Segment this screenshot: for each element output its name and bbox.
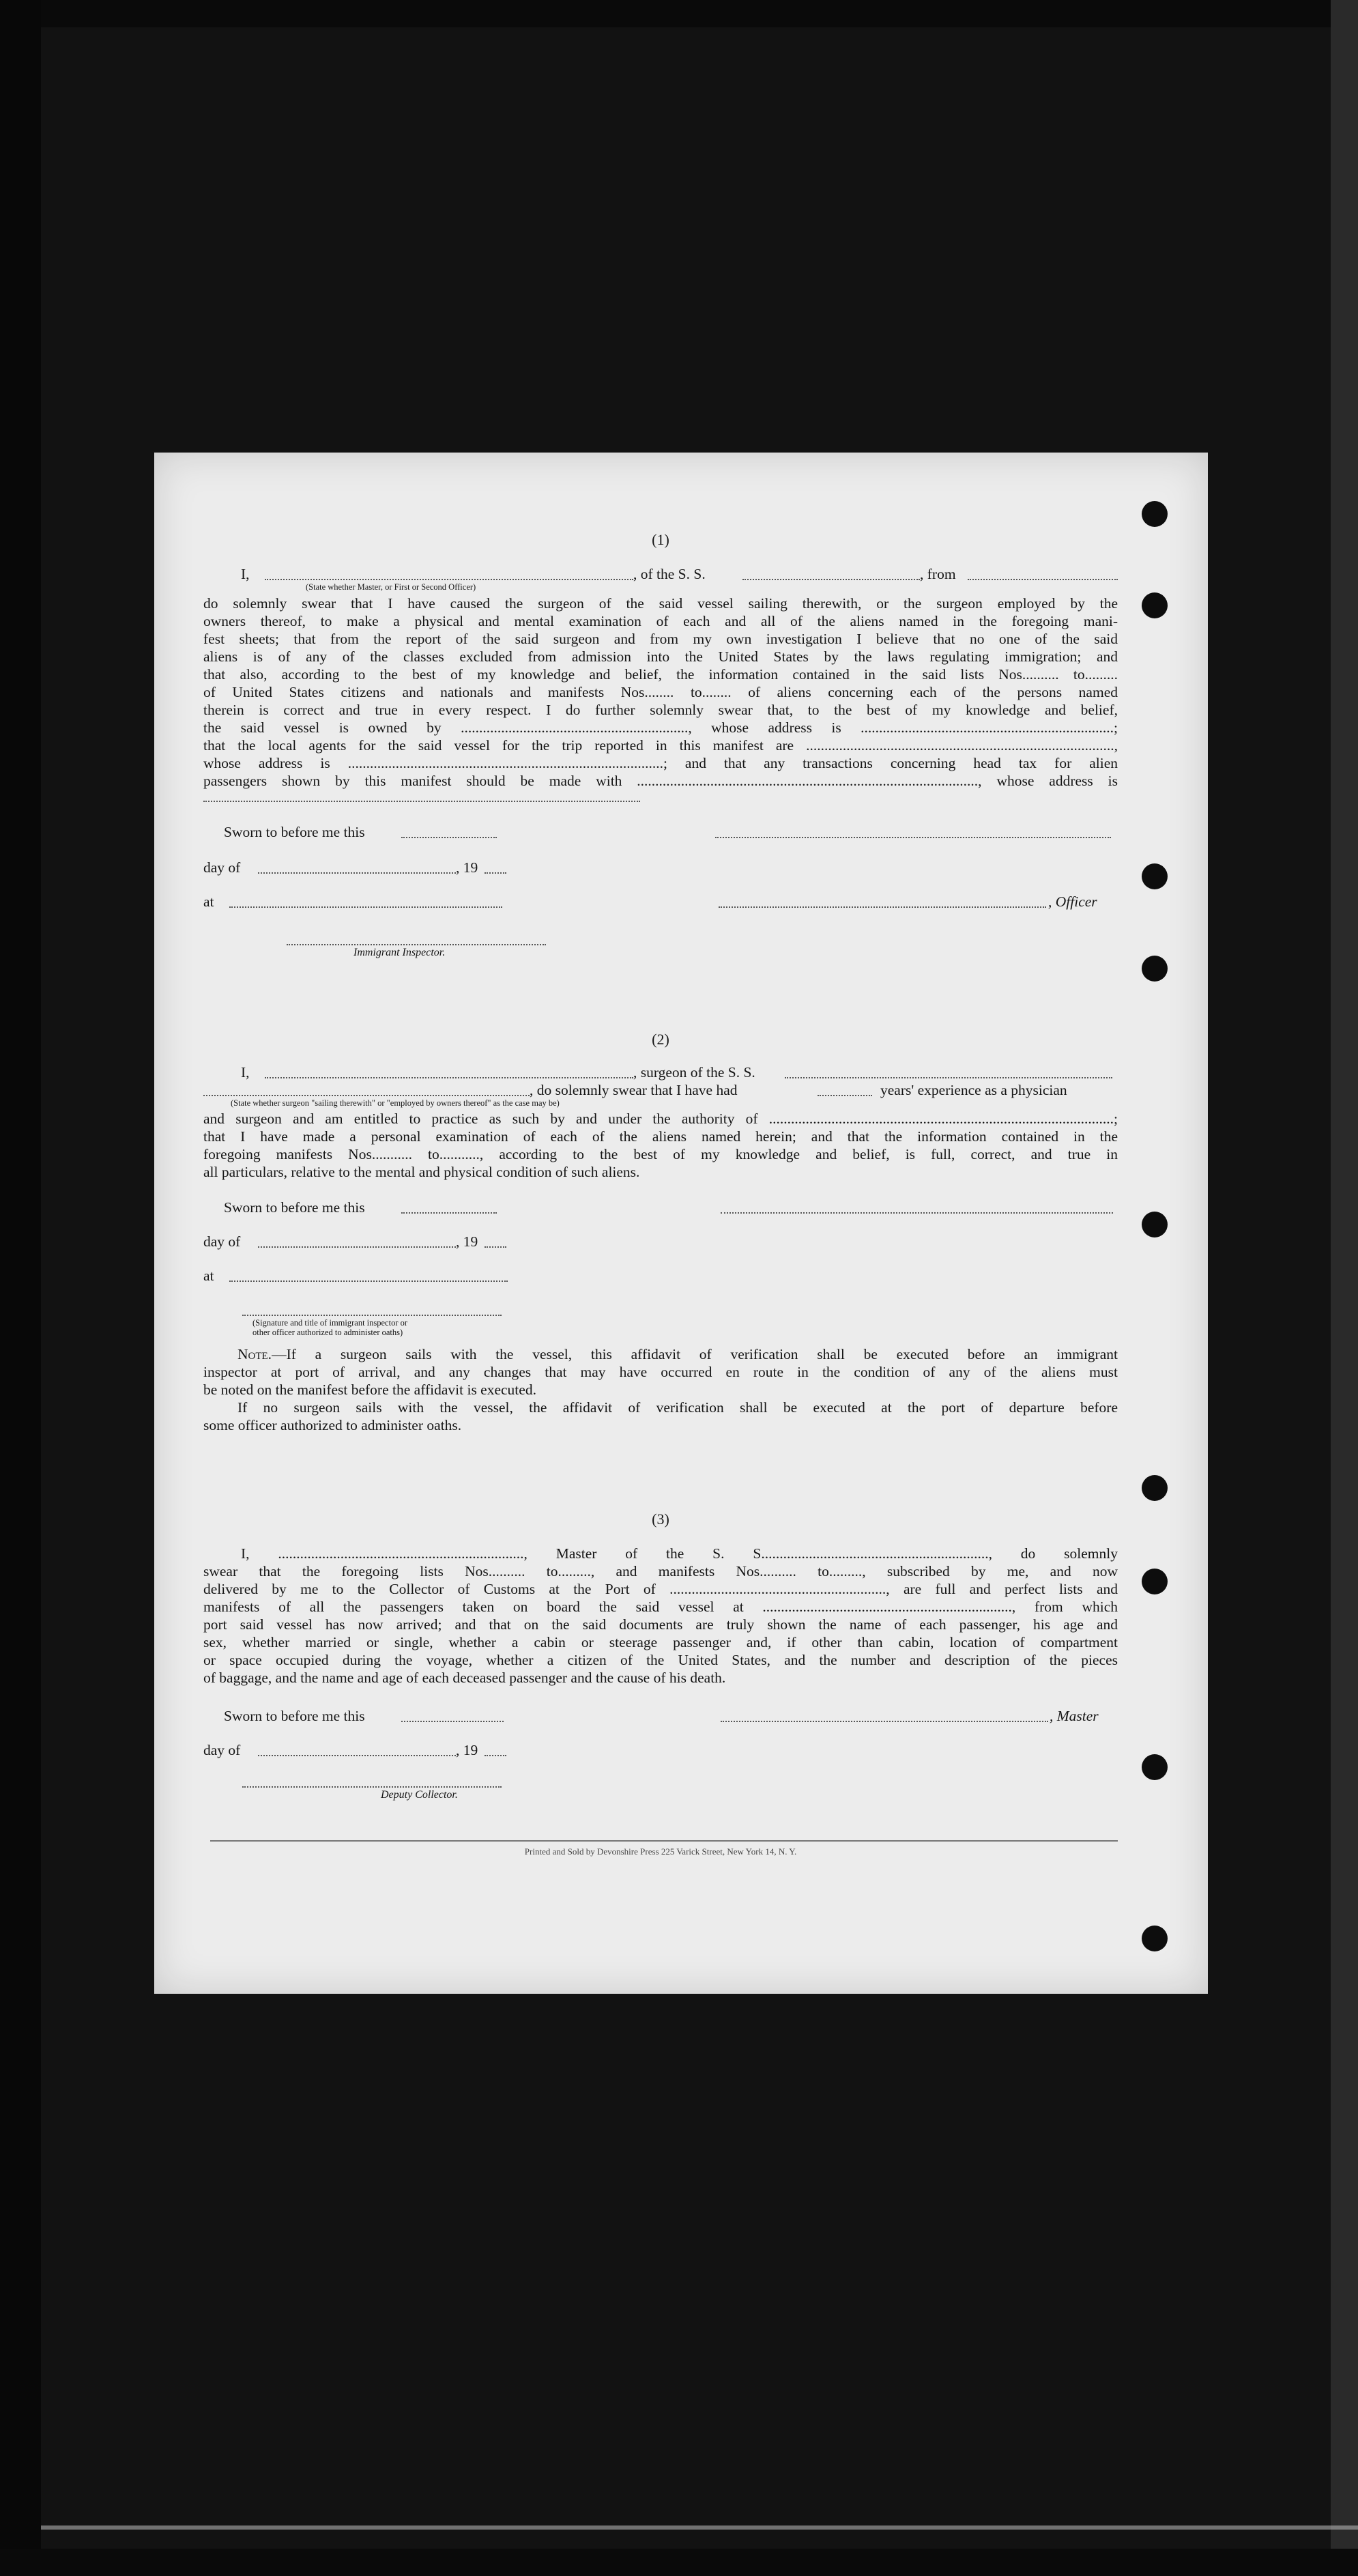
sworn-date-blank [401,1710,504,1722]
section-1-para-line: do solemnly swear that I have caused the surgeon of the said vessel sailing therewith, or the surgeon employed by the [203,595,1118,612]
years-experience-blank [818,1084,872,1096]
section-3-para-line: or space occupied during the voyage, whether a citizen of the United States, and the number and description of the pieces [203,1652,1118,1668]
sworn-date-blank [401,1201,497,1214]
section-1-para-line: that also, according to the best of my knowledge and belief, the information contained in the said lists Nos.......... to......... [203,666,1118,683]
note-text: —If a surgeon sails with the vessel, this affidavit of verification shall be executed before an immigrant [272,1346,1118,1362]
binder-hole [1142,863,1168,889]
place-blank [229,896,502,908]
officer-title-blank [719,896,1046,908]
section-1-para-line: that the local agents for the said vessel for the trip reported in this manifest are ...................................................................................., [203,737,1118,754]
binder-hole [1142,1926,1168,1951]
surgeon-signature-blank [721,1201,1113,1214]
binder-hole [1142,1754,1168,1780]
section-2-i: I, [241,1064,250,1081]
section-2-para-line: that I have made a personal examination of each of the aliens named herein; and that the information contained in the [203,1128,1118,1145]
sworn-date-blank [401,826,497,838]
binder-hole [1142,1569,1168,1594]
section-1-at-label: at [203,893,214,910]
section-3-number: (3) [652,1511,669,1528]
day-month-blank [258,861,456,874]
section-1-para-line: aliens is of any of the classes excluded from admission into the United States by the laws regulating immigration; and [203,648,1118,665]
section-1-para-line: of United States citizens and nationals and manifests Nos........ to........ of aliens concerning each of the persons named [203,684,1118,700]
surgeon-vessel-blank [785,1066,1112,1078]
section-1-para-line: therein is correct and true in every respect. I do further solemnly swear that, to the best of my knowledge and belief, [203,702,1118,718]
section-1-inspector-caption: Immigrant Inspector. [353,947,446,958]
section-2-year-label: , 19 [456,1233,478,1250]
binder-hole [1142,592,1168,618]
section-3-para-line: of baggage, and the name and age of each deceased passenger and the cause of his death. [203,1670,726,1686]
section-3-para-line: swear that the foregoing lists Nos.......... to........., and manifests Nos.......... to........., subscribed by me, and now [203,1563,1118,1579]
officer-signature-blank [715,826,1111,838]
year-blank [485,861,506,874]
section-1-ss-label: , of the S. S. [633,566,706,582]
year-blank [485,1235,506,1248]
film-border-bottom [0,2549,1358,2576]
section-1-sworn-label: Sworn to before me this [224,824,365,840]
section-2-note2-line: If no surgeon sails with the vessel, the affidavit of verification shall be executed at the port of departure before [237,1399,1118,1416]
section-2-para-line: all particulars, relative to the mental and physical condition of such aliens. [203,1164,640,1180]
section-2-at-label: at [203,1268,214,1284]
section-2-sig-caption: other officer authorized to administer oaths) [252,1328,403,1337]
inspector-signature-blank [242,1313,502,1316]
section-1-day-label: day of [203,859,241,876]
section-3-para-line: sex, whether married or single, whether a cabin or steerage passenger and, if other than cabin, location of compartment [203,1634,1118,1650]
year-blank [485,1744,506,1756]
section-3-para-line: I, ..................................................................., Master of the S. S.............................................................., do solemnly [241,1545,1118,1562]
address-continuation-blank [203,799,640,802]
vessel-name-blank [742,568,920,580]
master-signature-blank [721,1710,1048,1722]
binder-hole [1142,956,1168,982]
place-blank [229,1270,508,1282]
section-3-para-line: delivered by me to the Collector of Customs at the Port of ..........................................................., are full and perfect lists and [203,1581,1118,1597]
section-2-para-line: and surgeon and am entitled to practice as such by and under the authority of ..............................................................................................; [203,1111,1118,1127]
section-3-para-line: port said vessel has now arrived; and that on the said documents are truly shown the name of each passenger, his age and [203,1616,1118,1633]
section-1-para-line: owners thereof, to make a physical and mental examination of each and all of the aliens named in the foregoing mani- [203,613,1118,629]
manifest-page [154,453,1208,1994]
section-2-surgeon-label: , surgeon of the S. S. [633,1064,755,1081]
inspector-signature-blank [287,943,546,945]
section-3-sworn-label: Sworn to before me this [224,1708,365,1724]
officer-name-blank [265,568,633,580]
section-3-master-label: , Master [1050,1708,1099,1724]
section-3-year-label: , 19 [456,1742,478,1758]
section-1-para-line: whose address is ......................................................................................; and that any transactions concerning head tax for alien [203,755,1118,771]
section-2-swear-label: , do solemnly swear that I have had [530,1082,738,1098]
section-2-number: (2) [652,1031,669,1048]
section-2-sig-caption: (Signature and title of immigrant inspector or [252,1318,408,1328]
binder-hole [1142,1212,1168,1237]
collector-signature-blank [242,1785,502,1788]
from-port-blank [968,568,1118,580]
section-2-note-line: be noted on the manifest before the affidavit is executed. [203,1382,536,1398]
section-2-day-label: day of [203,1233,241,1250]
footer-rule [210,1840,1118,1842]
section-3-para-line: manifests of all the passengers taken on board the said vessel at ...................................................................., from which [203,1599,1118,1615]
section-1-para-line: passengers shown by this manifest should be made with ............................................................................................., whose address is [203,773,1118,789]
surgeon-status-blank [203,1084,530,1096]
section-1-officer-label: , Officer [1048,893,1097,910]
section-1-para-line: the said vessel is owned by .............................................................., whose address is .....................................................................; [203,719,1118,736]
film-scratch-line [41,2525,1358,2530]
section-1-para-line: fest sheets; that from the report of the said surgeon and from my own investigation I believe that no one of the said [203,631,1118,647]
section-3-collector-caption: Deputy Collector. [381,1789,458,1801]
section-1-number: (1) [652,531,669,548]
section-1-year-label: , 19 [456,859,478,876]
section-2-state-whether-caption: (State whether surgeon "sailing therewith" or "employed by owners thereof" as the case may be) [231,1098,560,1108]
note-label: Note. [237,1346,272,1362]
section-2-sworn-label: Sworn to before me this [224,1199,365,1216]
film-border-right [1331,0,1358,2576]
section-1-state-whether-caption: (State whether Master, or First or Second Officer) [306,582,476,592]
section-2-para-line: foregoing manifests Nos........... to..........., according to the best of my knowledge and belief, is full, correct, and true in [203,1146,1118,1162]
section-1-i: I, [241,566,250,582]
section-1-from-label: , from [920,566,956,582]
film-border-left [0,0,41,2576]
binder-hole [1142,1475,1168,1501]
printer-footer: Printed and Sold by Devonshire Press 225 Varick Street, New York 14, N. Y. [524,1846,797,1857]
day-month-blank [258,1744,456,1756]
surgeon-name-blank [265,1066,633,1078]
day-month-blank [258,1235,456,1248]
section-2-years-label: years' experience as a physician [880,1082,1067,1098]
film-border-top [0,0,1358,27]
binder-hole [1142,501,1168,527]
section-3-day-label: day of [203,1742,241,1758]
section-2-note-line: inspector at port of arrival, and any changes that may have occurred en route in the condition of any of the aliens must [203,1364,1118,1380]
section-2-note2-line: some officer authorized to administer oaths. [203,1417,462,1433]
section-2-note-first-line [237,1345,1118,1363]
